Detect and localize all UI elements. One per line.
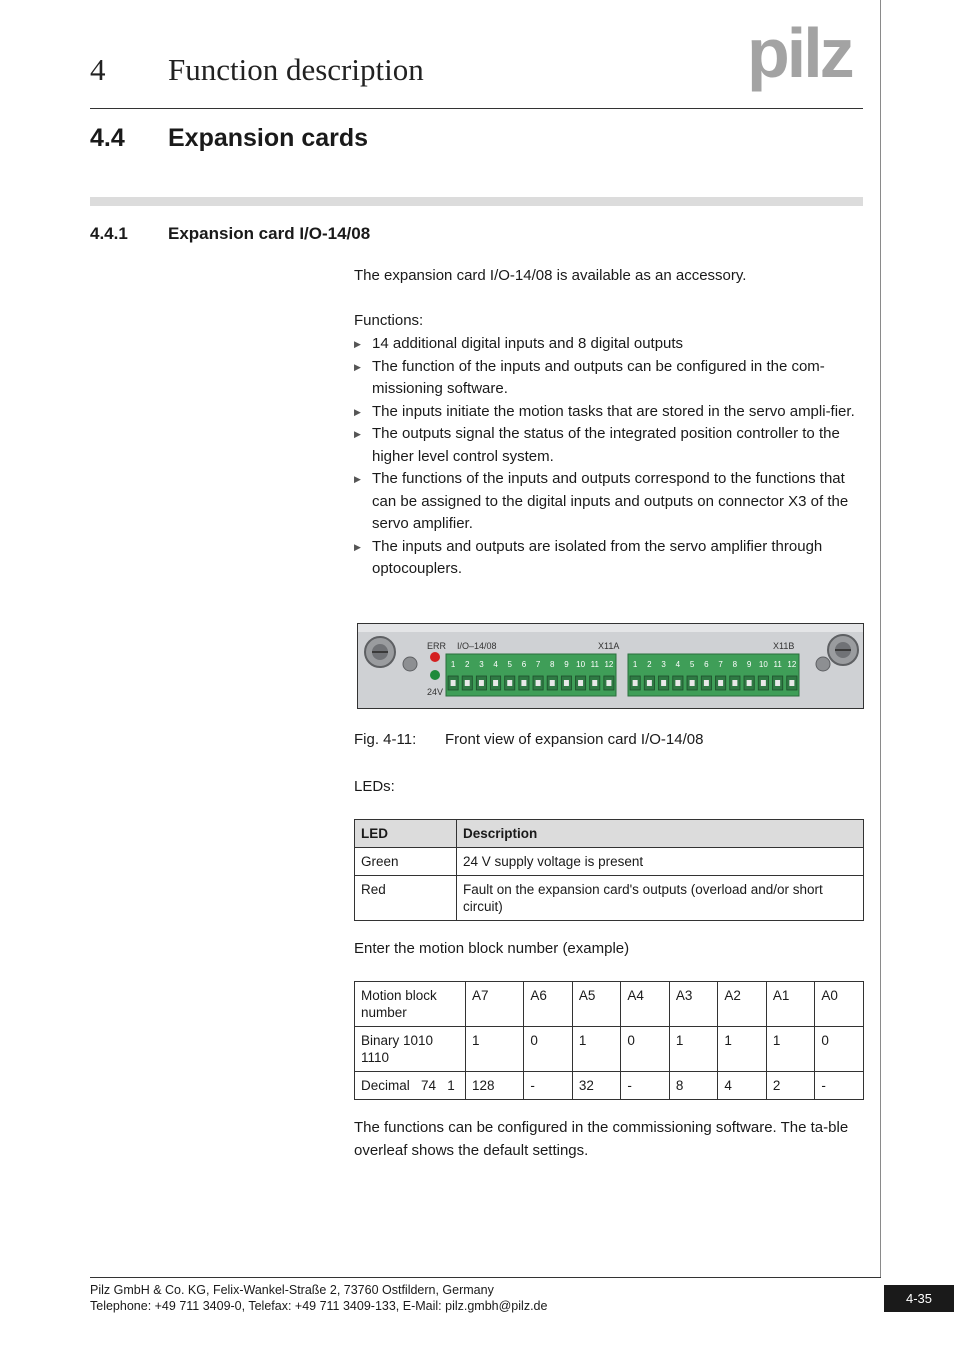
pin-number-label: 2 <box>465 660 470 669</box>
table-cell: 1 <box>718 1027 767 1072</box>
table-cell: 8 <box>669 1072 718 1100</box>
column-header: Description <box>457 820 864 848</box>
motion-block-label: Enter the motion block number (example) <box>354 940 630 957</box>
margin-rule <box>880 0 881 1278</box>
logo-text: pilz <box>747 14 852 92</box>
terminal-pin-contact <box>592 680 597 686</box>
pin-number-label: 4 <box>675 660 681 669</box>
x11b-label: X11B <box>773 641 795 651</box>
terminal-pin-contact <box>775 680 780 686</box>
table-cell: 0 <box>524 1027 573 1072</box>
table-row <box>355 848 864 876</box>
terminal-pin-contact <box>578 680 583 686</box>
terminal-pin-contact <box>479 680 484 686</box>
subsection-number: 4.4.1 <box>90 224 128 243</box>
terminal-pin-contact <box>647 680 652 686</box>
table-cell: - <box>524 1072 573 1100</box>
column-header: LED <box>355 820 457 848</box>
triangle-bullet-icon: ▶ <box>354 429 361 439</box>
section-title: Expansion cards <box>168 124 369 152</box>
pin-number-label: 9 <box>564 660 569 669</box>
led-red-icon <box>430 652 440 662</box>
triangle-bullet-icon: ▶ <box>354 541 361 552</box>
table-cell: A0 <box>815 982 864 1027</box>
table-cell: 4 <box>718 1072 767 1100</box>
table-cell: - <box>621 1072 670 1100</box>
table-row <box>355 876 864 921</box>
footer-address: Pilz GmbH & Co. KG, Felix-Wankel-Straße 2, 73760 Ostfildern, Germany <box>90 1283 494 1297</box>
led-table <box>354 819 864 921</box>
table-cell: 1 <box>669 1027 718 1072</box>
led-green-icon <box>430 670 440 680</box>
terminal-pin-contact <box>690 680 695 686</box>
pin-number-label: 12 <box>787 660 797 669</box>
caption-number: Fig. 4-11: <box>354 731 417 748</box>
footer-contact: Telephone: +49 711 3409-0, Telefax: +49 711 3409-133, E-Mail: pilz.gmbh@pilz.de <box>90 1299 548 1313</box>
pin-number-label: 7 <box>718 660 723 669</box>
chapter-number: 4 <box>90 52 106 87</box>
terminal-pin-contact <box>789 680 794 686</box>
pin-number-label: 9 <box>746 660 752 669</box>
list-item: ▶ The outputs signal the status of the integrated position controller to the higher level control system. <box>354 425 840 465</box>
pin-number-label: 7 <box>535 660 541 669</box>
pin-number-label: 5 <box>689 660 695 669</box>
table-cell: Green <box>355 848 457 876</box>
pin-number-label: 3 <box>479 660 484 669</box>
motion-block-table <box>354 981 864 1100</box>
pin-number-label: 6 <box>521 660 527 669</box>
table-cell: 0 <box>621 1027 670 1072</box>
card-label: I/O–14/08 <box>457 641 497 651</box>
triangle-bullet-icon: ▶ <box>354 339 361 349</box>
table-cell: 1 <box>466 1027 524 1072</box>
terminal-pin-contact <box>521 680 526 686</box>
expansion-card-figure <box>357 623 864 709</box>
footer-divider <box>90 1277 881 1278</box>
chapter-title: Function description <box>168 52 424 87</box>
terminal-pin-contact <box>465 680 470 686</box>
table-cell: Decimal 74 1 <box>355 1072 466 1100</box>
terminal-pin-contact <box>704 680 709 686</box>
caption-text: Front view of expansion card I/O-14/08 <box>445 731 704 748</box>
expansion-card-drawing <box>358 624 863 708</box>
functions-list <box>354 333 864 581</box>
table-cell: Fault on the expansion card's outputs (overload and/or short circuit) <box>457 876 864 921</box>
table-cell: A6 <box>524 982 573 1027</box>
table-cell: A1 <box>766 982 815 1027</box>
pin-number-label: 3 <box>661 660 666 669</box>
table-cell: A4 <box>621 982 670 1027</box>
list-item: ▶ The functions of the inputs and outputs correspond to the functions that can be assigned to the digital inputs and outputs on connector X3 of the servo amplifier. <box>354 470 849 532</box>
list-item: ▶ 14 additional digital inputs and 8 digital outputs <box>354 333 864 356</box>
triangle-bullet-icon: ▶ <box>354 361 361 372</box>
figure-caption <box>354 731 704 748</box>
table-cell: Binary 1010 1110 <box>355 1027 466 1072</box>
pin-number-label: 10 <box>576 660 586 669</box>
functions-label: Functions: <box>354 312 424 329</box>
pin-number-label: 11 <box>773 660 782 669</box>
pin-number-label: 1 <box>450 660 456 669</box>
triangle-bullet-icon: ▶ <box>354 406 361 417</box>
pin-number-label: 8 <box>732 660 738 669</box>
pin-number-label: 11 <box>590 660 599 669</box>
list-item: ▶ The inputs and outputs are isolated from the servo amplifier through optocouplers. <box>354 537 823 577</box>
pin-number-label: 2 <box>647 660 652 669</box>
terminal-pin-contact <box>550 680 555 686</box>
table-cell: 1 <box>572 1027 621 1072</box>
table-cell: Red <box>355 876 457 921</box>
terminal-pin-contact <box>493 680 498 686</box>
table-cell: 24 V supply voltage is present <box>457 848 864 876</box>
list-item: ▶ The function of the inputs and outputs can be configured in the com-missioning software. <box>354 357 825 397</box>
pin-number-label: 6 <box>704 660 709 669</box>
intro-paragraph: The expansion card I/O-14/08 is available as an accessory. <box>354 267 747 284</box>
table-cell: - <box>815 1072 864 1100</box>
pin-number-label: 1 <box>632 660 638 669</box>
terminal-pin-contact <box>747 680 752 686</box>
terminal-pin-contact <box>761 680 766 686</box>
table-cell: A7 <box>466 982 524 1027</box>
terminal-pin-contact <box>661 680 666 686</box>
table-cell: A5 <box>572 982 621 1027</box>
list-item: ▶ The inputs initiate the motion tasks that are stored in the servo ampli-fier. <box>354 401 864 424</box>
terminal-pin-contact <box>633 680 638 686</box>
table-row <box>355 1072 864 1100</box>
terminal-pin-contact <box>451 680 456 686</box>
section-bar <box>90 197 863 206</box>
subsection-title: Expansion card I/O-14/08 <box>168 224 371 243</box>
table-cell: 32 <box>572 1072 621 1100</box>
table-cell: A2 <box>718 982 767 1027</box>
pilz-logo <box>747 14 865 96</box>
pin-number-label: 10 <box>758 660 768 669</box>
pin-number-label: 4 <box>493 660 498 669</box>
table-row <box>355 1027 864 1072</box>
table-cell: 2 <box>766 1072 815 1100</box>
err-label: ERR <box>427 641 447 651</box>
table-header-row <box>355 820 864 848</box>
leds-label: LEDs: <box>354 778 395 795</box>
table-cell: Motion block number <box>355 982 466 1027</box>
terminal-pin-contact <box>606 680 611 686</box>
closing-paragraph: The functions can be configured in the commissioning software. The ta-ble overleaf shows the default settings. <box>354 1119 849 1159</box>
triangle-bullet-icon: ▶ <box>354 474 361 484</box>
table-cell: 128 <box>466 1072 524 1100</box>
table-cell: A3 <box>669 982 718 1027</box>
terminal-pin-contact <box>675 680 680 686</box>
pin-number-label: 5 <box>507 660 512 669</box>
terminal-pin-contact <box>732 680 737 686</box>
terminal-pin-contact <box>718 680 723 686</box>
table-cell: 1 <box>766 1027 815 1072</box>
pin-number-label: 8 <box>550 660 555 669</box>
page-number: 4-35 <box>884 1285 954 1312</box>
table-cell: 0 <box>815 1027 864 1072</box>
terminal-pin-contact <box>536 680 541 686</box>
table-row <box>355 982 864 1027</box>
24v-label: 24V <box>427 687 444 697</box>
section-number: 4.4 <box>90 124 125 152</box>
header-divider <box>90 108 863 109</box>
x11a-label: X11A <box>598 641 620 651</box>
terminal-pin-contact <box>507 680 512 686</box>
pin-number-label: 12 <box>604 660 614 669</box>
terminal-pin-contact <box>564 680 569 686</box>
